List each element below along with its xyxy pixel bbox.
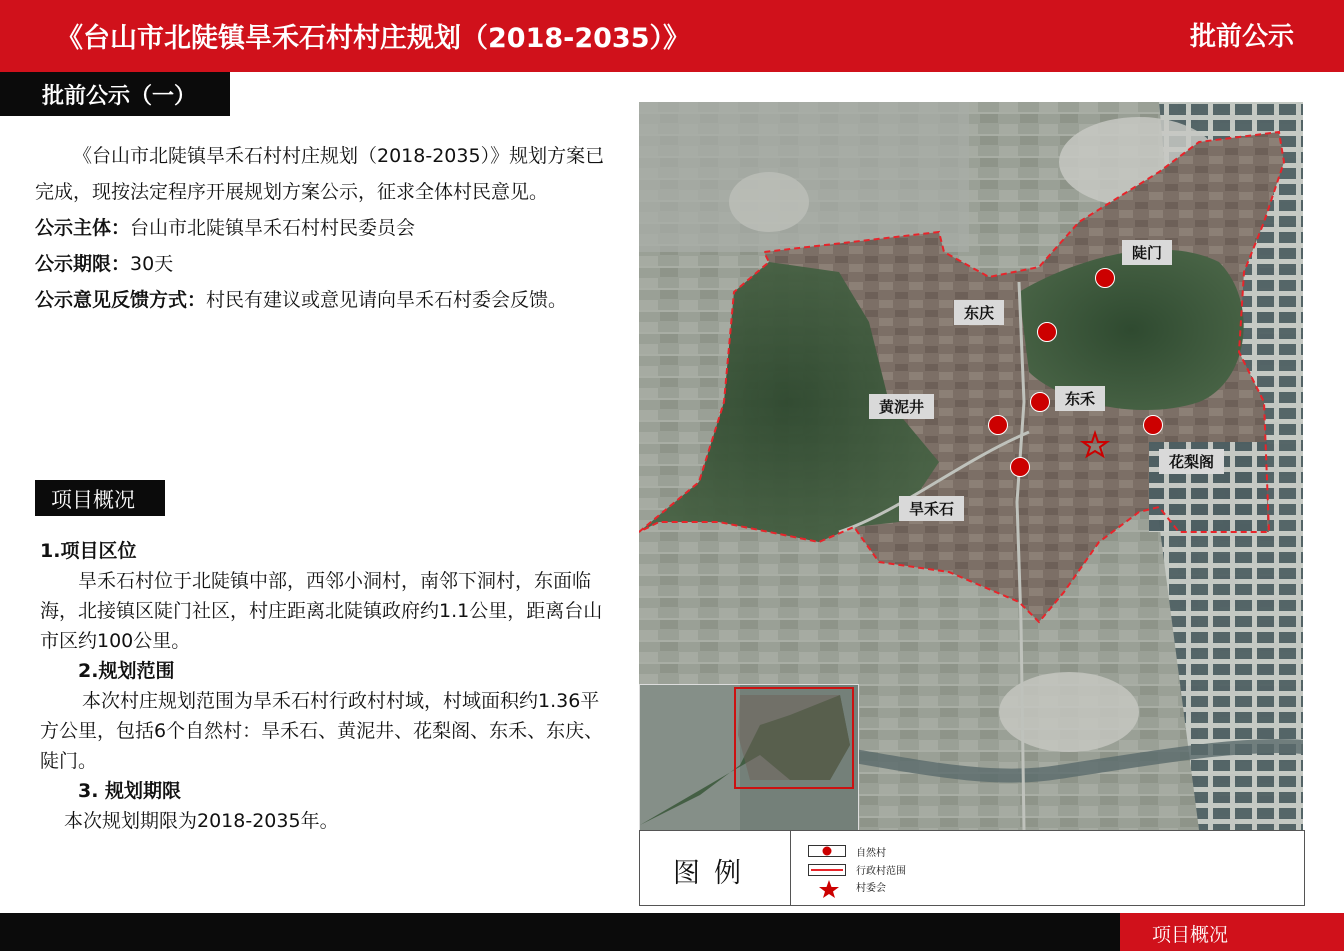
village-dot-dongqing	[1037, 322, 1057, 342]
footer-section-label: 项目概况	[1152, 924, 1229, 946]
village-label-dongqing: 东庆	[954, 300, 1004, 325]
section-tab-notice-label: 批前公示（一）	[42, 84, 197, 109]
locator-frame	[734, 687, 854, 789]
section-tab-notice	[0, 72, 230, 116]
notice-intro: 《台山市北陡镇旱禾石村村庄规划（2018-2035）》规划方案已完成，现按法定程序开展规划方案公示，征求全体村民意见。	[35, 145, 605, 203]
village-dot-doumen	[1095, 268, 1115, 288]
legend-title: 图例	[673, 858, 755, 889]
overview-scope-text: 本次村庄规划范围为旱禾石村行政村村域，村域面积约1.36平方公里，包括6个自然村：旱禾石、黄泥井、花梨阁、东禾、东庆、陡门。	[40, 690, 604, 772]
village-dot-huangnijing	[988, 415, 1008, 435]
overview-location-text: 旱禾石村位于北陡镇中部，西邻小洞村，南邻下洞村，东面临海，北接镇区陡门社区，村庄距离北陡镇政府约1.1公里，距离台山市区约100公里。	[40, 570, 603, 652]
overview-heading-location: 1.项目区位	[40, 540, 137, 562]
village-dot-hualige	[1143, 415, 1163, 435]
legend-title-cell	[640, 831, 791, 905]
section-tab-overview-label: 项目概况	[51, 488, 135, 512]
map-legend	[639, 830, 1305, 906]
notice-subject-value: 台山市北陡镇旱禾石村村民委员会	[130, 217, 416, 239]
page-title: 《台山市北陡镇旱禾石村村庄规划（2018-2035）》	[56, 23, 690, 54]
overview-period-text: 本次规划期限为2018-2035年。	[64, 810, 339, 832]
legend-boundary-label: 行政村范围	[856, 866, 906, 877]
village-label-huangnijing: 黄泥井	[869, 394, 934, 419]
notice-feedback	[35, 282, 615, 318]
header-bar	[0, 0, 1344, 72]
notice-period-label: 公示期限：	[35, 253, 131, 275]
overview-text-block	[40, 536, 610, 836]
village-label-donghe: 东禾	[1055, 386, 1105, 411]
notice-text-block	[35, 138, 615, 318]
village-label-doumen: 陡门	[1122, 240, 1172, 265]
legend-village-symbol	[808, 842, 846, 861]
overview-heading-period: 3. 规划期限	[78, 780, 182, 802]
village-dot-hanheshi	[1010, 457, 1030, 477]
village-label-hualige: 花梨阁	[1159, 449, 1224, 474]
legend-village-label: 自然村	[856, 848, 886, 859]
legend-committee-icon	[818, 879, 840, 903]
locator-inset-map	[639, 684, 859, 832]
legend-committee-label: 村委会	[856, 883, 886, 894]
notice-subject-label: 公示主体：	[35, 217, 131, 239]
notice-feedback-value: 村民有建议或意见请向旱禾石村委会反馈。	[206, 289, 568, 311]
section-tab-overview	[35, 480, 165, 516]
footer-section-tab	[1120, 913, 1344, 951]
notice-subject	[35, 210, 615, 246]
footer-bar	[0, 913, 1344, 951]
overview-heading-scope: 2.规划范围	[78, 660, 175, 682]
notice-period-value: 30天	[130, 253, 174, 275]
village-dot-donghe	[1030, 392, 1050, 412]
notice-feedback-label: 公示意见反馈方式：	[35, 289, 207, 311]
notice-period	[35, 246, 615, 282]
village-label-hanheshi: 旱禾石	[899, 496, 964, 521]
header-stage-label: 批前公示	[1189, 22, 1294, 52]
legend-boundary-symbol	[808, 861, 846, 880]
